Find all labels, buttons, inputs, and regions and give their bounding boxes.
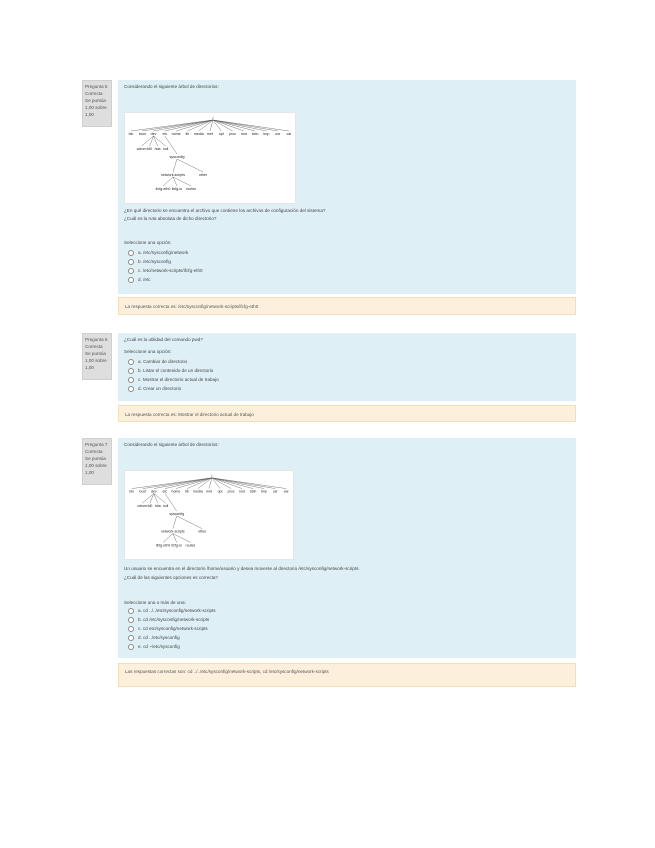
question-prompt: Considerando el siguiente árbol de directorios: — [124, 442, 219, 447]
tree-node: mnt — [207, 132, 213, 136]
tree-node: hda — [154, 147, 161, 151]
tree-diagram — [125, 471, 293, 559]
tree-node: lib — [185, 132, 190, 136]
tree-edge — [162, 493, 177, 511]
tree-node: ifcfg-lo — [171, 543, 182, 548]
tree-node: media — [193, 132, 204, 136]
tree-edge — [173, 534, 177, 543]
tree-edge — [212, 478, 253, 489]
tree-node: cdrom — [137, 504, 147, 509]
tree-node: usr — [275, 132, 281, 136]
radio-button[interactable] — [128, 250, 134, 256]
tree-node: var — [286, 132, 292, 136]
answer-option[interactable]: d. /etc — [124, 275, 570, 284]
tree-node: cdrom — [136, 147, 147, 151]
question-number: Pregunta 7 — [85, 442, 108, 447]
tree-edge — [143, 478, 212, 489]
tree-node: usr — [272, 489, 278, 494]
answer-prompt: Seleccione una opción: — [124, 349, 172, 354]
tree-node: boot — [138, 132, 146, 136]
question-content — [118, 333, 576, 401]
question-grade: 1,00 sobre — [85, 358, 107, 363]
question-grade-label: Se puntúa — [85, 98, 106, 103]
tree-node: bin — [128, 132, 134, 136]
answer-options — [124, 248, 570, 284]
question-prompt: Considerando el siguiente árbol de directorios: — [124, 84, 219, 89]
question-grade-max: 1,00 — [85, 112, 94, 117]
tree-node: lib — [185, 489, 189, 494]
question-info — [82, 80, 112, 127]
tree-edge — [177, 159, 203, 172]
tree-edge — [176, 120, 213, 131]
tree-node: fd0 — [147, 504, 153, 509]
tree-node: dev — [150, 489, 157, 494]
tree-node: opt — [217, 489, 223, 494]
answer-option[interactable]: c. cd etc/sysconfig/network-scripts — [124, 624, 570, 633]
tree-node: etc — [162, 132, 168, 136]
tree-node: media — [193, 489, 203, 494]
question-state: Correcta — [85, 449, 103, 454]
correct-answer-text: Las respuestas correctas son: cd ../../etc/sysconfig/network-scripts, cd /etc/sysconfig/network-scripts — [125, 669, 329, 674]
tree-node: other — [198, 173, 208, 177]
question-info — [82, 438, 112, 485]
checkbox[interactable] — [128, 644, 134, 650]
answer-option[interactable]: c. Mostrar el directorio actual de trabajo — [124, 375, 570, 384]
tree-node: sysconfig — [169, 155, 185, 159]
tree-node: root — [239, 489, 246, 494]
question-grade: 1,00 sobre — [85, 463, 107, 468]
question-grade-max: 1,00 — [85, 365, 94, 370]
checkbox[interactable] — [128, 626, 134, 632]
question-state: Correcta — [85, 344, 103, 349]
tree-node: tmp — [261, 489, 268, 494]
radio-button[interactable] — [128, 259, 134, 265]
tree-node: routes — [185, 543, 196, 548]
tree-edge — [173, 534, 191, 543]
correct-answer-text: La respuesta correcta es: Mostrar el directorio actual de trabajo — [125, 412, 254, 417]
tree-node: opt — [218, 132, 224, 136]
question-number: Pregunta 6 — [85, 337, 108, 342]
feedback-box — [118, 663, 576, 687]
question-body-line: Un usuario se encuentra en el directorio /home/usuario y desea moverse al directorio /etc/sysconfig/network-scripts. — [124, 566, 360, 571]
answer-option[interactable]: b. Listar el contenido de un directorio — [124, 366, 570, 375]
tree-node: routes — [186, 187, 196, 191]
tree-edge — [176, 478, 212, 489]
checkbox[interactable] — [128, 635, 134, 641]
tree-edge — [163, 534, 173, 543]
question-content — [118, 80, 576, 294]
tree-node: network-scripts — [160, 173, 186, 177]
question-body-line: ¿Cuál de las siguientes opciones es correcta? — [124, 575, 218, 580]
tree-edge — [173, 177, 191, 186]
answer-options — [124, 606, 570, 651]
tree-diagram — [125, 113, 295, 203]
tree-node-root: / — [212, 116, 214, 120]
answer-option[interactable]: c. /etc/network-scripts/ifcfg-eth0 — [124, 266, 570, 275]
question-body-line: ¿Cuál es la ruta absoluta de dicho directorio? — [124, 216, 217, 221]
tree-node: sbin — [251, 132, 259, 136]
answer-option[interactable]: a. Cambiar de directorio — [124, 357, 570, 366]
question-number: Pregunta 5 — [85, 84, 108, 89]
radio-button[interactable] — [128, 377, 134, 383]
answer-option[interactable]: b. /etc/sysconfig — [124, 257, 570, 266]
tree-edge — [210, 120, 213, 131]
radio-button[interactable] — [128, 277, 134, 283]
tree-node: root — [240, 132, 247, 136]
tree-edge — [154, 120, 213, 131]
tree-edge — [173, 177, 177, 186]
tree-node: sbin — [249, 489, 257, 494]
answer-option[interactable]: b. cd /etc/sysconfig/network-scripts — [124, 615, 570, 624]
question-grade-label: Se puntúa — [85, 456, 106, 461]
radio-button[interactable] — [128, 368, 134, 374]
tree-edge — [142, 120, 213, 131]
tree-edge — [209, 478, 212, 489]
tree-edge — [163, 177, 173, 186]
tree-node: fd0 — [147, 147, 153, 151]
answer-options — [124, 357, 570, 393]
question-prompt: ¿Cuál es la utilidad del comando pwd? — [124, 337, 203, 342]
tree-node-root: / — [211, 473, 213, 478]
radio-button[interactable] — [128, 359, 134, 365]
answer-option[interactable]: a. cd ../../etc/sysconfig/network-scripts — [124, 606, 570, 615]
correct-answer-text: La respuesta correcta es: /etc/sysconfig/network-scripts/ifcfg-eth0 — [125, 304, 259, 309]
answer-option[interactable]: d. Crear un directorio — [124, 384, 570, 393]
question-content — [118, 438, 576, 658]
tree-node: etc — [162, 489, 168, 494]
radio-button[interactable] — [128, 386, 134, 392]
tree-node: sysconfig — [169, 512, 185, 516]
question-grade-max: 1,00 — [85, 470, 94, 475]
question-info — [82, 333, 112, 380]
tree-node: network-scripts — [161, 529, 185, 534]
radio-button[interactable] — [128, 268, 134, 274]
feedback-box — [118, 297, 576, 315]
tree-edge — [154, 478, 212, 489]
tree-node: null — [162, 147, 169, 151]
tree-edge — [213, 120, 289, 131]
tree-edge — [213, 120, 255, 131]
question-grade: 1,00 sobre — [85, 105, 107, 110]
question-body-line: ¿En qué directorio se encuentra el archivo que contiene los archivos de configuración del sistema? — [124, 208, 326, 213]
tree-node: dev — [150, 132, 157, 136]
tree-edge — [177, 516, 202, 529]
tree-edge — [162, 136, 177, 154]
directory-tree-image — [124, 470, 294, 560]
tree-edge — [173, 159, 177, 172]
checkbox[interactable] — [128, 617, 134, 623]
tree-node: other — [198, 529, 207, 534]
tree-node: proc — [229, 132, 237, 136]
tree-node: ifcfg-lo — [171, 187, 183, 191]
tree-node: ifcfg-eth0 — [155, 187, 171, 191]
tree-node: null — [162, 504, 169, 509]
question-state: Correcta — [85, 91, 103, 96]
tree-node: mnt — [206, 489, 212, 494]
tree-node: boot — [139, 489, 147, 494]
directory-tree-image — [124, 112, 296, 204]
tree-node: hda — [154, 504, 161, 509]
tree-node: bin — [129, 489, 135, 494]
checkbox[interactable] — [128, 608, 134, 614]
answer-option[interactable]: e. cd ~/etc/sysconfig — [124, 642, 570, 651]
answer-prompt: Seleccione una opción: — [124, 240, 172, 245]
tree-node: home — [171, 132, 181, 136]
answer-option[interactable]: d. cd ../etc/sysconfig — [124, 633, 570, 642]
feedback-box — [118, 405, 576, 422]
tree-node: home — [171, 489, 181, 494]
tree-node: tmp — [263, 132, 270, 136]
answer-option[interactable]: a. /etc/sysconfig/network — [124, 248, 570, 257]
question-grade-label: Se puntúa — [85, 351, 106, 356]
answer-prompt: Seleccione una o más de una: — [124, 600, 186, 605]
tree-edge — [173, 516, 177, 529]
tree-edge — [212, 478, 286, 489]
tree-node: proc — [227, 489, 235, 494]
tree-node: ifcfg-eth0 — [155, 543, 171, 548]
tree-node: var — [283, 489, 289, 494]
